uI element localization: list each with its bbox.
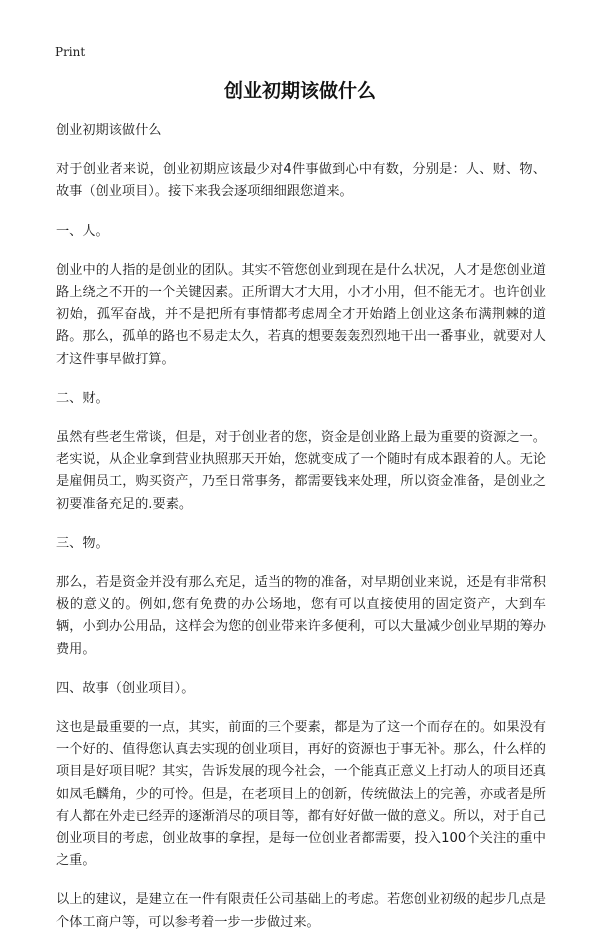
resources-paragraph: 那么，若是资金并没有那么充足，适当的物的准备，对早期创业来说，还是有非常积极的意义的。例如,您有免费的办公场地，您有可以直接使用的固定资产，大到车辆，小到办公用品，这样会为您的创业带来许多便利，可以大量减少创业早期的筹办费用。 — [56, 575, 546, 657]
conclusion-paragraph: 以上的建议，是建立在一件有限责任公司基础上的考虑。若您创业初级的起步几点是个体工商户等，可以参考着一步一步做过来。 — [56, 892, 546, 930]
people-paragraph: 创业中的人指的是创业的团队。其实不管您创业到现在是什么状况，人才是您创业道路上绕之不开的一个关键因素。正所谓大才大用，小才小用，但不能无才。也许创业初始，孤军奋战，并不是把所有事情都考虑周全才开始踏上创业这条布满荆棘的道路。那么，孤单的路也不易走太久，若真的想要轰轰烈烈地干出一番事业，就要对人才这件事早做打算。 — [56, 262, 546, 367]
subtitle-paragraph: 创业初期该做什么 — [56, 123, 162, 138]
section-heading-money: 二、财。 — [56, 390, 109, 406]
money-paragraph: 虽然有些老生常谈，但是，对于创业者的您，资金是创业路上最为重要的资源之一。老实说，从企业拿到营业执照那天开始，您就变成了一个随时有成本跟着的人。无论是雇佣员工，购买资产，乃至日常事务，都需要钱来处理，所以资金准备，是创业之初要准备充足的.要素。 — [56, 430, 546, 512]
section-heading-resources: 三、物。 — [56, 535, 109, 551]
story-paragraph: 这也是最重要的一点，其实，前面的三个要素，都是为了这一个而存在的。如果没有一个好的、值得您认真去实现的创业项目，再好的资源也于事无补。那么，什么样的项目是好项目呢？其实，告诉发展的现今社会，一个能真正意义上打动人的项目还真如凤毛麟角，少的可怜。但是，在老项目上的创新，传统做法上的完善，亦或者是所有人都在外走已经弄的逐渐消尽的项目等，都有好好做一做的意义。所以，对于自己创业项目的考虑，创业故事的拿捏，是每一位创业者都需要，投入100个关注的重中之重。 — [56, 720, 546, 869]
article-body — [56, 120, 546, 951]
section-heading-people: 一、人。 — [56, 223, 109, 239]
article-title: 创业初期该做什么 — [223, 80, 376, 102]
intro-paragraph: 对于创业者来说，创业初期应该最少对4件事做到心中有数，分别是：人、财、物、故事（创业项目）。接下来我会逐项细细跟您道来。 — [56, 162, 546, 200]
section-heading-story: 四、故事（创业项目）。 — [56, 680, 195, 696]
print-link[interactable]: Print — [55, 45, 86, 59]
